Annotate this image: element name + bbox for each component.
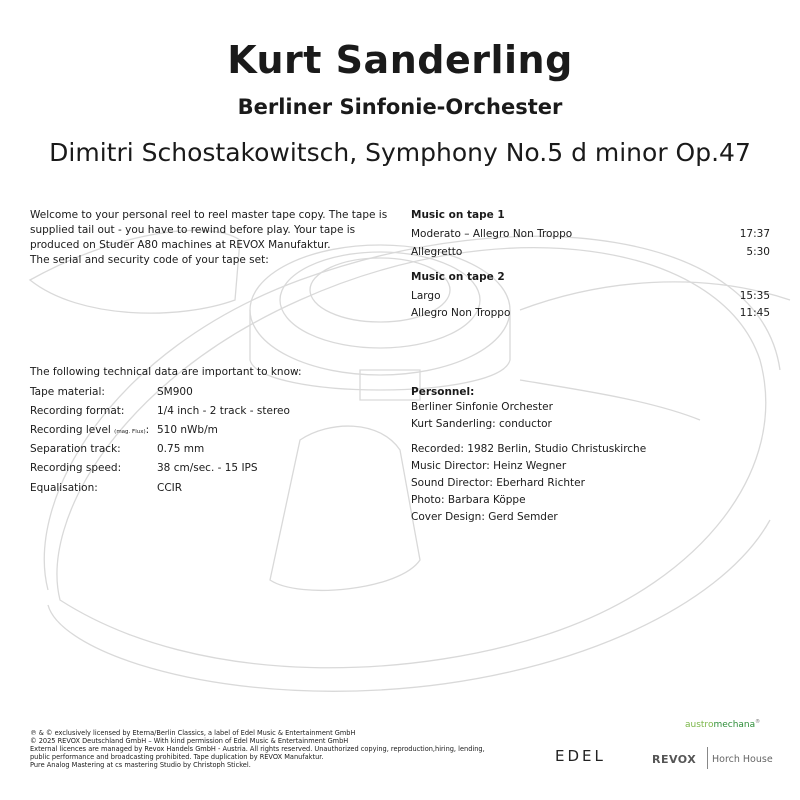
serial-code-line: The serial and security code of your tape set:	[30, 254, 269, 266]
album-title: Kurt Sanderling	[227, 38, 573, 82]
work-title: Dimitri Schostakowitsch, Symphony No.5 d minor Op.47	[49, 138, 751, 167]
track-title: Largo	[411, 290, 441, 302]
tech-value: 0.75 mm	[157, 443, 205, 455]
horch-house-logo: Horch House	[712, 754, 773, 765]
tech-value: 1/4 inch - 2 track - stereo	[157, 405, 290, 417]
tech-value: 510 nWb/m	[157, 424, 218, 436]
tech-label: Equalisation:	[30, 482, 98, 494]
intro-block	[30, 208, 400, 268]
austromechana-logo: austromechana®	[685, 719, 761, 730]
tech-value: 38 cm/sec. - 15 IPS	[157, 462, 258, 474]
credit-line: Cover Design: Gerd Semder	[411, 511, 558, 523]
track-title: Moderato – Allegro Non Troppo	[411, 228, 573, 240]
tape-2-heading: Music on tape 2	[411, 271, 505, 283]
track-time: 17:37	[739, 228, 770, 240]
personnel-heading: Personnel:	[411, 386, 475, 398]
revox-logo: REVOX	[652, 753, 697, 766]
credit-line: Photo: Barbara Köppe	[411, 494, 526, 506]
track-title: Allegretto	[411, 246, 463, 258]
tape-1-heading: Music on tape 1	[411, 209, 505, 221]
logo-divider	[707, 747, 708, 769]
track-time: 11:45	[739, 307, 770, 319]
tech-label: Separation track:	[30, 443, 121, 455]
track-time: 15:35	[739, 290, 770, 302]
intro-text: Welcome to your personal reel to reel master tape copy. The tape is supplied tail out - you have to rewind before play. Your tape is produced on Studer A80 machines at REVOX Manufaktur.	[30, 209, 388, 251]
technical-heading: The following technical data are important to know:	[30, 366, 302, 378]
track-title: Allegro Non Troppo	[411, 307, 511, 319]
orchestra-subtitle: Berliner Sinfonie-Orchester	[237, 95, 563, 119]
track-time: 5:30	[746, 246, 770, 258]
footer-line: ℗ & © exclusively licensed by Eterna/Berlin Classics, a label of Edel Music & Entertainment GmbH	[30, 729, 356, 737]
tech-label-note: (mag. Flux)	[114, 429, 146, 435]
edel-logo: EDEL	[555, 747, 606, 765]
personnel-line: Kurt Sanderling: conductor	[411, 418, 552, 430]
footer-line: © 2025 REVOX Deutschland GmbH – With kind permission of Edel Music & Entertainment GmbH	[30, 737, 349, 745]
tech-label: Recording format:	[30, 405, 125, 417]
credit-line: Sound Director: Eberhard Richter	[411, 477, 585, 489]
tech-label: Tape material:	[30, 386, 105, 398]
tech-value: CCIR	[157, 482, 183, 494]
footer-legal	[30, 729, 530, 769]
tech-label: Recording level (mag. Flux):	[30, 424, 150, 436]
footer-line: External licences are managed by Revox Handels GmbH - Austria. All rights reserved. Unauthorized copying, reproduction,hiring, lending,	[30, 745, 485, 753]
credit-line: Recorded: 1982 Berlin, Studio Christuskirche	[411, 443, 647, 455]
footer-line: Pure Analog Mastering at cs mastering Studio by Christoph Stickel.	[30, 761, 251, 769]
credit-line: Music Director: Heinz Wegner	[411, 460, 567, 472]
personnel-line: Berliner Sinfonie Orchester	[411, 401, 553, 413]
tech-value: SM900	[157, 386, 193, 398]
tech-label: Recording speed:	[30, 462, 122, 474]
footer-line: public performance and broadcasting prohibited. Tape duplication by REVOX Manufaktur.	[30, 753, 324, 761]
